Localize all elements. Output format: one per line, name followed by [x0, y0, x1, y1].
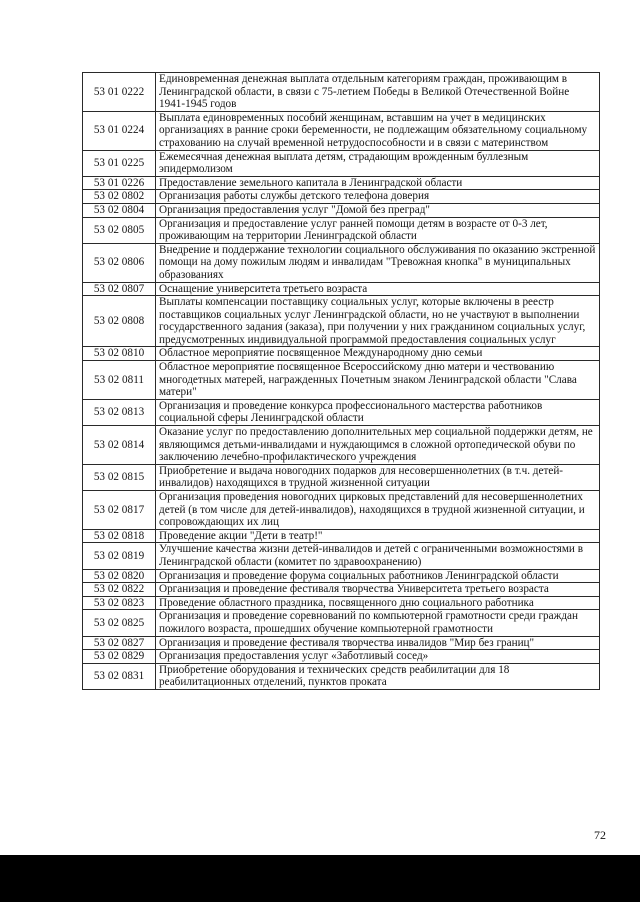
- row-description: Проведение областного праздника, посвященного дню социального работника: [156, 596, 600, 610]
- table-row: [83, 176, 600, 190]
- row-description: Предоставление земельного капитала в Ленинградской области: [156, 176, 600, 190]
- scan-border: [0, 855, 640, 902]
- row-description: Организация и предоставление услуг ранней помощи детям в возрасте от 0-3 лет, проживающим на территории Ленинградской области: [156, 217, 600, 243]
- table-row: [83, 426, 600, 465]
- row-code: 53 02 0822: [83, 583, 156, 597]
- row-description: Выплата единовременных пособий женщинам, вставшим на учет в медицинских организациях в ранние сроки беременности, не подлежащим обязательному социальному страхованию на случай временной нетрудоспособности и в связи с материнством: [156, 111, 600, 150]
- row-description: Организация работы службы детского телефона доверия: [156, 190, 600, 204]
- row-description: Организация предоставления услуг "Домой без преград": [156, 203, 600, 217]
- row-description: Улучшение качества жизни детей-инвалидов и детей с ограниченными возможностями в Ленинградской области (комитет по здравоохранению): [156, 543, 600, 569]
- table-row: [83, 150, 600, 176]
- table-row: [83, 73, 600, 112]
- row-code: 53 01 0226: [83, 176, 156, 190]
- table-row: [83, 203, 600, 217]
- row-description: Организация и проведение соревнований по компьютерной грамотности среди граждан пожилого возраста, прошедших обучение компьютерной грамотности: [156, 610, 600, 636]
- row-code: 53 02 0818: [83, 529, 156, 543]
- table-row: [83, 217, 600, 243]
- budget-codes-table: [82, 72, 600, 690]
- table-body: [83, 73, 600, 690]
- row-code: 53 02 0827: [83, 636, 156, 650]
- row-code: 53 02 0819: [83, 543, 156, 569]
- row-description: Организация и проведение конкурса профессионального мастерства работников социальной сферы Ленинградской области: [156, 399, 600, 425]
- row-code: 53 02 0825: [83, 610, 156, 636]
- row-description: Областное мероприятие посвященное Всероссийскому дню матери и чествованию многодетных матерей, награжденных Почетным знаком Ленинградской области "Слава матери": [156, 361, 600, 400]
- row-code: 53 02 0815: [83, 464, 156, 490]
- row-code: 53 02 0817: [83, 491, 156, 530]
- row-code: 53 02 0807: [83, 282, 156, 296]
- row-code: 53 02 0831: [83, 663, 156, 689]
- row-code: 53 02 0806: [83, 243, 156, 282]
- row-code: 53 02 0811: [83, 361, 156, 400]
- table-row: [83, 243, 600, 282]
- row-code: 53 02 0810: [83, 347, 156, 361]
- row-description: Организация проведения новогодних цирковых представлений для несовершеннолетних детей (в том числе для детей-инвалидов), находящихся в трудной жизненной ситуации, и сопровождающих их лиц: [156, 491, 600, 530]
- row-code: 53 02 0804: [83, 203, 156, 217]
- row-description: Выплаты компенсации поставщику социальных услуг, которые включены в реестр поставщиков социальных услуг Ленинградской области, но не участвуют в выполнении государственного задания (заказа), при получении у них гражданином социальных услуг, предусмотренных индивидуальной программой предоставления социальных услуг: [156, 296, 600, 347]
- row-code: 53 01 0222: [83, 73, 156, 112]
- table-row: [83, 282, 600, 296]
- table-row: [83, 464, 600, 490]
- row-code: 53 01 0224: [83, 111, 156, 150]
- table-row: [83, 663, 600, 689]
- row-description: Оснащение университета третьего возраста: [156, 282, 600, 296]
- row-description: Приобретение и выдача новогодних подарков для несовершеннолетних (в т.ч. детей-инвалидов) находящихся в трудной жизненной ситуации: [156, 464, 600, 490]
- table-row: [83, 569, 600, 583]
- row-code: 53 02 0808: [83, 296, 156, 347]
- table-row: [83, 583, 600, 597]
- row-description: Приобретение оборудования и технических средств реабилитации для 18 реабилитационных отделений, пунктов проката: [156, 663, 600, 689]
- row-code: 53 02 0814: [83, 426, 156, 465]
- row-description: Организация предоставления услуг «Заботливый сосед»: [156, 650, 600, 664]
- row-code: 53 02 0813: [83, 399, 156, 425]
- row-code: 53 02 0829: [83, 650, 156, 664]
- row-description: Организация и проведение фестиваля творчества инвалидов "Мир без границ": [156, 636, 600, 650]
- row-description: Оказание услуг по предоставлению дополнительных мер социальной поддержки детям, не являющимся детьми-инвалидами и нуждающимся в сложной ортопедической обуви по заключению лечебно-профилактического учреждения: [156, 426, 600, 465]
- row-description: Внедрение и поддержание технологии социального обслуживания по оказанию экстренной помощи на дому пожилым людям и инвалидам "Тревожная кнопка" в муниципальных образованиях: [156, 243, 600, 282]
- table-row: [83, 543, 600, 569]
- row-code: 53 02 0823: [83, 596, 156, 610]
- row-code: 53 02 0820: [83, 569, 156, 583]
- row-code: 53 02 0805: [83, 217, 156, 243]
- row-description: Проведение акции "Дети в театр!": [156, 529, 600, 543]
- table-row: [83, 111, 600, 150]
- row-code: 53 01 0225: [83, 150, 156, 176]
- row-description: Областное мероприятие посвященное Международному дню семьи: [156, 347, 600, 361]
- page-number: 72: [594, 828, 606, 842]
- row-code: 53 02 0802: [83, 190, 156, 204]
- table-row: [83, 491, 600, 530]
- table-row: [83, 610, 600, 636]
- table-row: [83, 596, 600, 610]
- table-row: [83, 296, 600, 347]
- row-description: Организация и проведение форума социальных работников Ленинградской области: [156, 569, 600, 583]
- row-description: Единовременная денежная выплата отдельным категориям граждан, проживающим в Ленинградской области, в связи с 75-летием Победы в Великой Отечественной Войне 1941-1945 годов: [156, 73, 600, 112]
- table-row: [83, 399, 600, 425]
- table-row: [83, 636, 600, 650]
- row-description: Ежемесячная денежная выплата детям, страдающим врожденным буллезным эпидермолизом: [156, 150, 600, 176]
- row-description: Организация и проведение фестиваля творчества Университета третьего возраста: [156, 583, 600, 597]
- table-row: [83, 361, 600, 400]
- table-row: [83, 529, 600, 543]
- table-row: [83, 190, 600, 204]
- table-row: [83, 347, 600, 361]
- table-row: [83, 650, 600, 664]
